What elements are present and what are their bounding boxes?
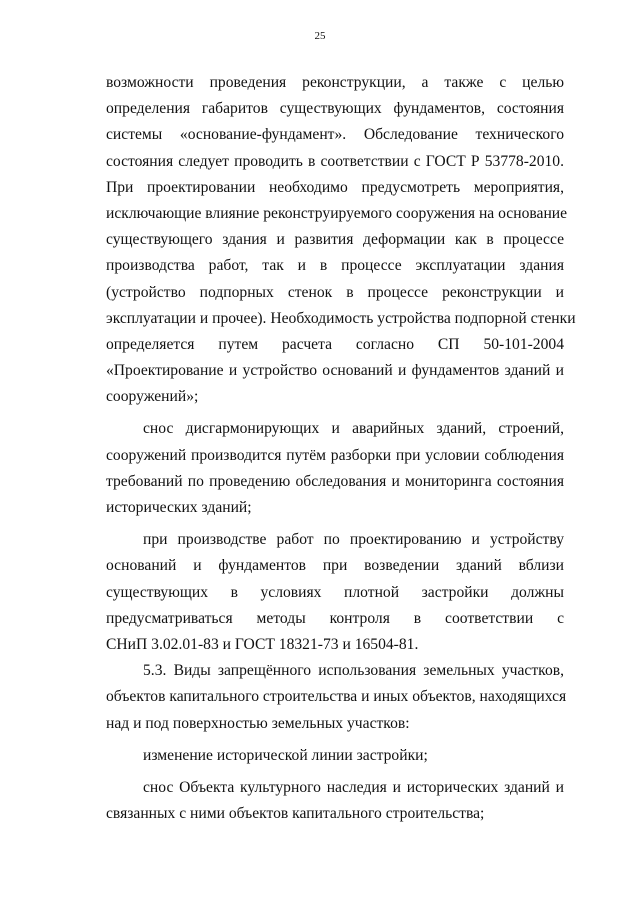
text-line: системы «основание-фундамент». Обследование технического bbox=[106, 126, 564, 144]
text-line: оснований и фундаментов при возведении зданий вблизи bbox=[106, 557, 564, 575]
document-body bbox=[106, 70, 576, 827]
text-line: 5.3. Виды запрещённого использования земельных участков, bbox=[143, 662, 564, 680]
text-line: связанных с ними объектов капитального строительства; bbox=[106, 805, 485, 823]
text-line: эксплуатации и прочее). Необходимость устройства подпорной стенки bbox=[106, 309, 576, 327]
text-line: При проектировании необходимо предусмотреть мероприятия, bbox=[106, 178, 564, 196]
text-line: исторических зданий; bbox=[106, 499, 252, 516]
text-line: предусматриваться методы контроля в соответствии с bbox=[106, 609, 564, 627]
text-line: определения габаритов существующих фундаментов, состояния bbox=[106, 100, 564, 118]
page-number: 25 bbox=[314, 30, 326, 42]
text-line: требований по проведению обследования и мониторинга состояния bbox=[106, 472, 564, 490]
text-line: снос Объекта культурного наследия и исторических зданий и bbox=[143, 778, 564, 796]
text-line: исключающие влияние реконструируемого сооружения на основание bbox=[106, 204, 568, 222]
text-line: (устройство подпорных стенок в процессе реконструкции и bbox=[106, 283, 564, 301]
text-line: возможности проведения реконструкции, а также с целью bbox=[106, 74, 564, 91]
text-line: «Проектирование и устройство оснований и фундаментов зданий и bbox=[106, 362, 564, 380]
text-line: при производстве работ по проектированию и устройству bbox=[143, 531, 564, 549]
text-line: сооружений производится путём разборки при условии соблюдения bbox=[106, 446, 564, 464]
text-line: определяется путем расчета согласно СП 50-101-2004 bbox=[106, 335, 564, 353]
text-line: снос дисгармонирующих и аварийных зданий, строений, bbox=[143, 420, 564, 438]
text-line: состояния следует проводить в соответствии с ГОСТ Р 53778-2010. bbox=[106, 152, 564, 170]
text-line: изменение исторической линии застройки; bbox=[143, 746, 428, 764]
text-line: объектов капитального строительства и иных объектов, находящихся bbox=[106, 688, 567, 706]
text-line: существующих в условиях плотной застройки должны bbox=[106, 583, 564, 601]
text-line: СНиП 3.02.01-83 и ГОСТ 18321-73 и 16504-81. bbox=[106, 635, 419, 653]
text-line: над и под поверхностью земельных участков: bbox=[106, 714, 410, 732]
text-line: производства работ, так и в процессе эксплуатации здания bbox=[106, 257, 564, 275]
text-line: существующего здания и развития деформации как в процессе bbox=[106, 231, 564, 249]
text-line: сооружений»; bbox=[106, 388, 199, 406]
